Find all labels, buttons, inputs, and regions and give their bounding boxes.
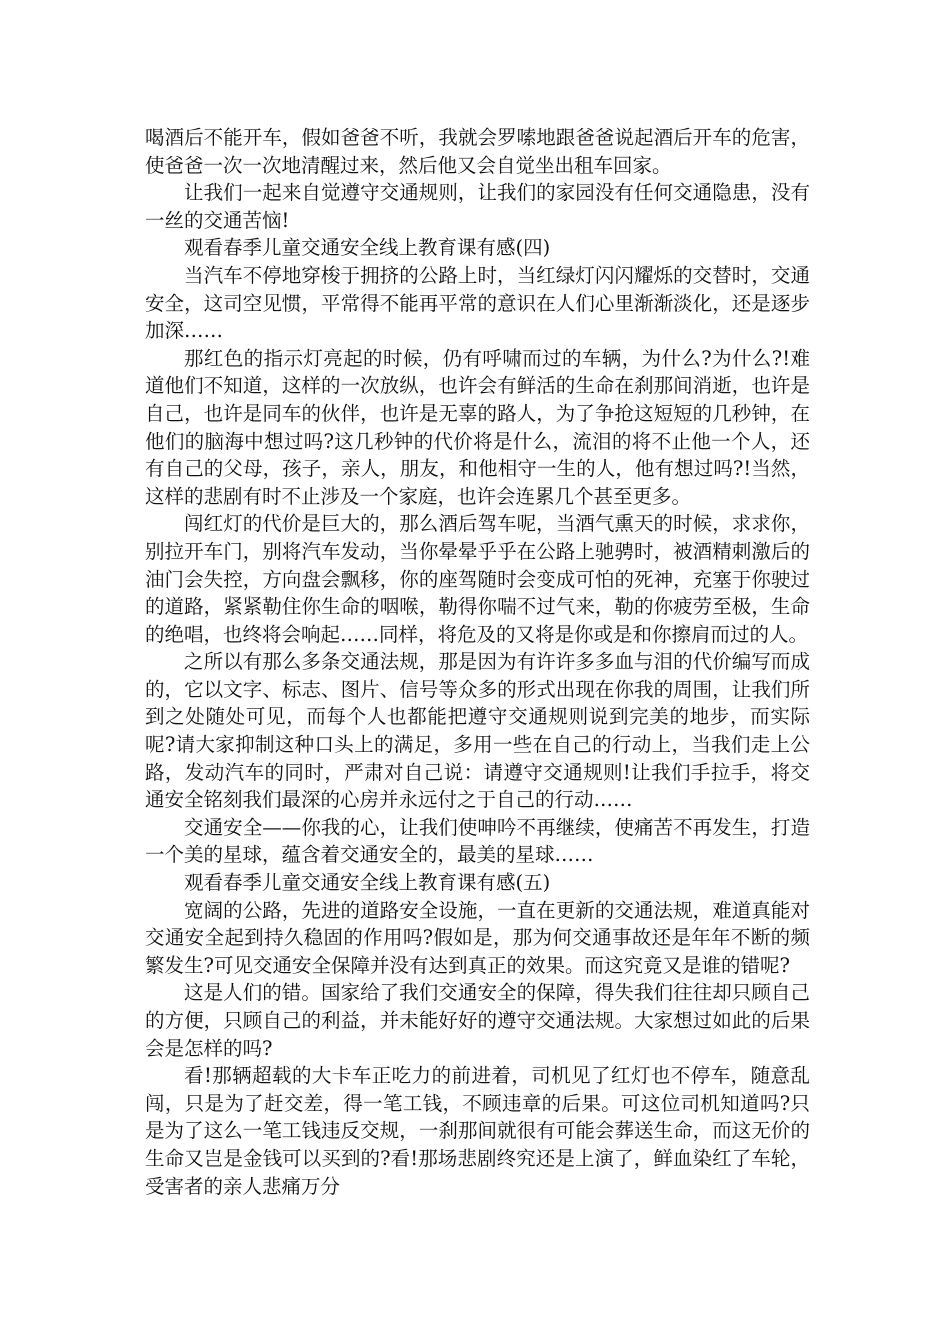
paragraph: 让我们一起来自觉遵守交通规则，让我们的家园没有任何交通隐患，没有一丝的交通苦恼!	[145, 181, 810, 232]
paragraph: 宽阔的公路，先进的道路安全设施，一直在更新的交通法规，难道真能对交通安全起到持久稳固的作用吗?假如是，那为何交通事故还是年年不断的频繁发生?可见交通安全保障并没有达到真正的效果。而这究竟又是谁的错呢?	[145, 898, 810, 977]
paragraph: 之所以有那么多条交通法规，那是因为有许许多多血与泪的代价编写而成的，它以文字、标志、图片、信号等众多的形式出现在你我的周围，让我们所到之处随处可见，而每个人也都能把遵守交通规则说到完美的地步，而实际呢?请大家抑制这种口头上的满足，多用一些在自己的行动上，当我们走上公路，发动汽车的同时，严肃对自己说：请遵守交通规则!让我们手拉手，将交通安全铭刻我们最深的心房并永远付之于自己的行动……	[145, 650, 810, 812]
section-heading: 观看春季儿童交通安全线上教育课有感(四)	[184, 236, 551, 260]
paragraph: 这是人们的错。国家给了我们交通安全的保障，得失我们往往却只顾自己的方便，只顾自己的利益，并未能好好的遵守交通法规。大家想过如此的后果会是怎样的吗?	[145, 981, 810, 1060]
paragraph: 闯红灯的代价是巨大的，那么酒后驾车呢，当酒气熏天的时候，求求你，别拉开车门，别将汽车发动，当你晕晕乎乎在公路上驰骋时，被酒精刺激后的油门会失控，方向盘会飘移，你的座驾随时会变成可怕的死神，充塞于你驶过的道路，紧紧勒住你生命的咽喉，勒得你喘不过气来，勒的你疲劳至极，生命的绝唱，也终将会响起……同样，将危及的又将是你或是和你擦肩而过的人。	[145, 512, 810, 646]
paragraph: 那红色的指示灯亮起的时候，仍有呼啸而过的车辆，为什么?为什么?!难道他们不知道，这样的一次放纵，也许会有鲜活的生命在刹那间消逝，也许是自己，也许是同车的伙伴，也许是无辜的路人，为了争抢这短短的几秒钟，在他们的脑海中想过吗?这几秒钟的代价将是什么，流泪的将不止他一个人，还有自己的父母，孩子，亲人，朋友，和他相守一生的人，他有想过吗?!当然，这样的悲剧有时不止涉及一个家庭，也许会连累几个甚至更多。	[145, 346, 810, 508]
paragraph: 看!那辆超载的大卡车正吃力的前进着，司机见了红灯也不停车，随意乱闯，只是为了赶交差，得一笔工钱，不顾违章的后果。可这位司机知道吗?只是为了这么一笔工钱违反交规，一刹那间就很有可能会葬送生命，而这无价的生命又岂是金钱可以买到的?看!那场悲剧终究还是上演了，鲜血染红了车轮，受害者的亲人悲痛万分	[145, 1064, 810, 1198]
document-body	[145, 124, 810, 1200]
paragraph: 喝酒后不能开车，假如爸爸不听，我就会罗嗦地跟爸爸说起酒后开车的危害，使爸爸一次一次地清醒过来，然后他又会自觉坐出租车回家。	[145, 126, 810, 177]
paragraph: 当汽车不停地穿梭于拥挤的公路上时，当红绿灯闪闪耀烁的交替时，交通安全，这司空见惯，平常得不能再平常的意识在人们心里渐渐淡化，还是逐步加深……	[145, 263, 810, 343]
section-heading: 观看春季儿童交通安全线上教育课有感(五)	[184, 871, 551, 895]
paragraph: 交通安全——你我的心，让我们使呻吟不再继续，使痛苦不再发生，打造一个美的星球，蕴含着交通安全的，最美的星球……	[145, 815, 810, 867]
